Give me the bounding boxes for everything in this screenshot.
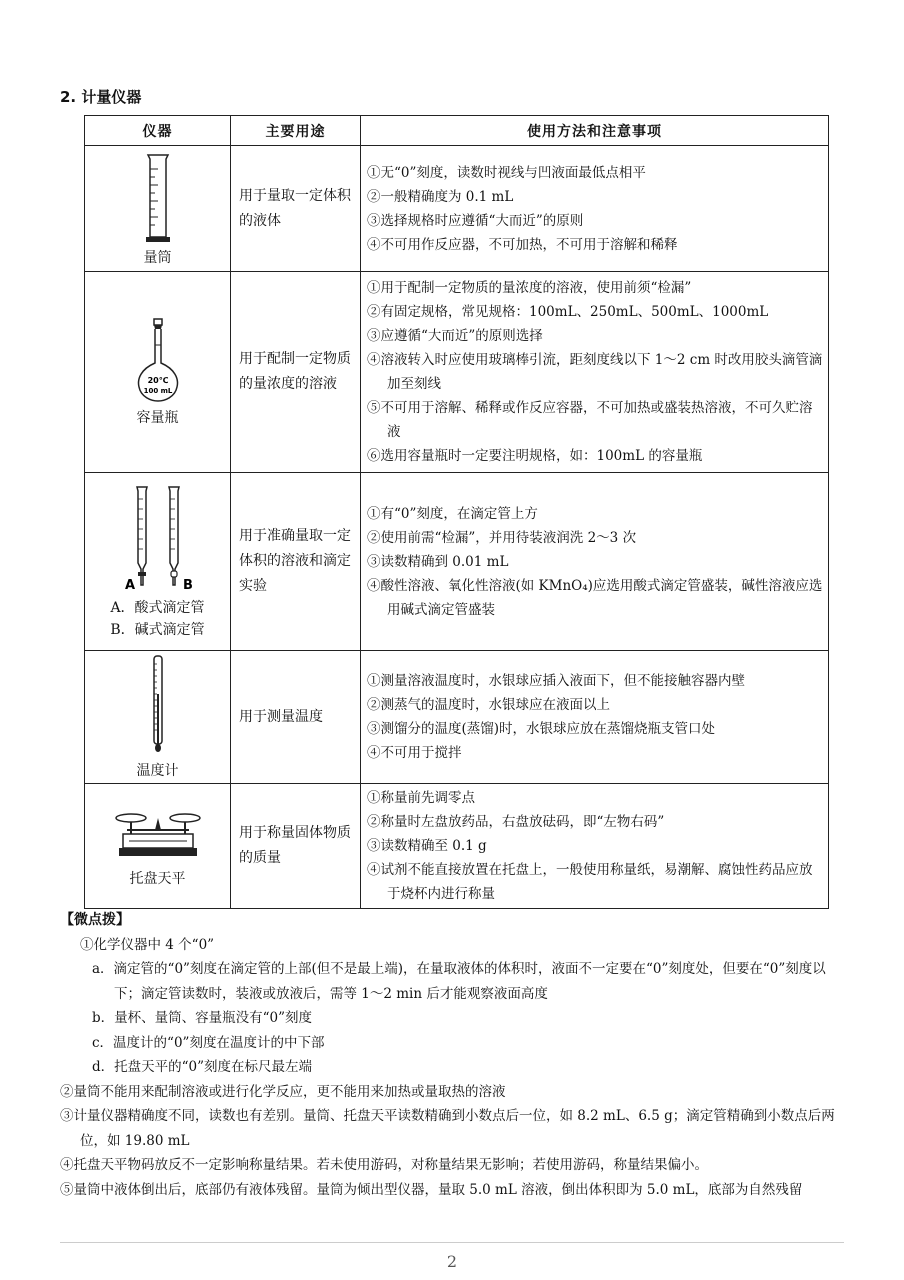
instrument-name-b: B．碱式滴定管: [110, 621, 205, 638]
volumetric-flask-icon: [133, 317, 183, 403]
notes-cell: [361, 784, 829, 909]
tips-item-1b: b．量杯、量筒、容量瓶没有“0”刻度: [92, 1010, 313, 1026]
instrument-cell: [85, 146, 231, 272]
thermometer-icon: [148, 654, 168, 754]
note-item: ②有固定规格，常见规格：100mL、250mL、500mL、1000mL: [367, 304, 769, 320]
tips-item-5: ⑤量筒中液体倒出后，底部仍有液体残留。量筒为倾出型仪器，量取 5.0 mL 溶液，倒出体积即为 5.0 mL，底部为自然残留: [60, 1181, 803, 1198]
notes-cell: [361, 651, 829, 784]
note-item: ⑥选用容量瓶时一定要注明规格，如：100mL 的容量瓶: [367, 448, 703, 464]
use-cell: 用于配制一定物质的量浓度的溶液: [231, 272, 361, 473]
header-notes: 使用方法和注意事项: [361, 116, 829, 146]
notes-cell: [361, 473, 829, 651]
header-use: 主要用途: [231, 116, 361, 146]
table-row-balance: [85, 784, 829, 909]
tips-item-1: ①化学仪器中 4 个“0”: [80, 936, 215, 953]
note-item: ④试剂不能直接放置在托盘上，一般使用称量纸，易潮解、腐蚀性药品应放于烧杯内进行称量: [367, 862, 813, 902]
instrument-name: 托盘天平: [129, 871, 186, 887]
note-item: ③测馏分的温度(蒸馏)时，水银球应放在蒸馏烧瓶支管口处: [367, 721, 716, 737]
instrument-cell: [85, 473, 231, 651]
instrument-name: 容量瓶: [136, 410, 179, 426]
note-item: ①无“0”刻度，读数时视线与凹液面最低点相平: [367, 164, 646, 181]
tips-section: [60, 908, 840, 1202]
instrument-cell: [85, 272, 231, 473]
note-item: ②称量时左盘放药品，右盘放砝码，即“左物右码”: [367, 814, 665, 830]
note-item: ②一般精确度为 0.1 mL: [367, 188, 514, 205]
table-row-volumetric-flask: [85, 272, 829, 473]
table-row-graduated-cylinder: [85, 146, 829, 272]
notes-cell: [361, 272, 829, 473]
note-item: ①有“0”刻度，在滴定管上方: [367, 505, 538, 522]
table-row-thermometer: [85, 651, 829, 784]
note-item: ⑤不可用于溶解、稀释或作反应容器，不可加热或盛装热溶液，不可久贮溶液: [367, 400, 813, 440]
page-number: 2: [446, 1252, 458, 1271]
instrument-table: [84, 115, 829, 909]
note-item: ④不可用作反应器，不可加热，不可用于溶解和稀释: [367, 236, 678, 253]
burette-a-mark: A: [124, 577, 135, 593]
note-item: ④酸性溶液、氧化性溶液(如 KMnO₄)应选用酸式滴定管盛装，碱性溶液应选用碱式滴定管盛装: [367, 577, 823, 618]
note-item: ④溶液转入时应使用玻璃棒引流，距刻度线以下 1～2 cm 时改用胶头滴管滴加至刻线: [367, 352, 823, 392]
instrument-name-a: A．酸式滴定管: [110, 599, 205, 616]
note-item: ③读数精确到 0.01 mL: [367, 553, 509, 570]
tips-item-1c: c．温度计的“0”刻度在温度计的中下部: [92, 1034, 325, 1051]
table-header-row: [85, 116, 829, 146]
note-item: ①称量前先调零点: [367, 790, 475, 806]
tips-item-2: ②量筒不能用来配制溶液或进行化学反应，更不能用来加热或量取热的溶液: [60, 1083, 506, 1100]
tips-title: 【微点拨】: [60, 912, 130, 928]
tips-item-4: ④托盘天平物码放反不一定影响称量结果。若未使用游码，对称量结果无影响；若使用游码，称量结果偏小。: [60, 1157, 708, 1173]
header-instrument: 仪器: [85, 116, 231, 146]
tips-item-1d: d．托盘天平的“0”刻度在标尺最左端: [92, 1059, 313, 1075]
use-cell: 用于称量固体物质的质量: [231, 784, 361, 909]
note-item: ④不可用于搅拌: [367, 745, 462, 761]
instrument-name: 温度计: [136, 763, 179, 779]
note-item: ②测蒸气的温度时，水银球应在液面以上: [367, 697, 610, 713]
tips-item-1a: a．滴定管的“0”刻度在滴定管的上部(但不是最上端)，在量取液体的体积时，液面不一定要在“0”刻度处，但要在“0”刻度以下；滴定管读数时，装液或放液后，需等 1～2 min 后才能观察液面高度: [92, 961, 826, 1002]
note-item: ③应遵循“大而近”的原则选择: [367, 328, 543, 344]
note-item: ③选择规格时应遵循“大而近”的原则: [367, 212, 584, 229]
graduated-cylinder-icon: [138, 151, 178, 247]
tips-item-3: ③计量仪器精确度不同，读数也有差别。量筒、托盘天平读数精确到小数点后一位，如 8.2 mL、6.5 g；滴定管精确到小数点后两位，如 19.80 mL: [60, 1108, 835, 1149]
balance-icon: [113, 804, 203, 862]
table-row-burette: [85, 473, 829, 651]
use-cell: 用于量取一定体积的液体: [231, 146, 361, 272]
instrument-cell: [85, 784, 231, 909]
note-item: ②使用前需“检漏”，并用待装液润洗 2～3 次: [367, 529, 637, 546]
use-cell: 用于测量温度: [231, 651, 361, 784]
note-item: ①用于配制一定物质的量浓度的溶液，使用前须“检漏”: [367, 280, 692, 296]
note-item: ③读数精确至 0.1 g: [367, 838, 487, 854]
instrument-cell: [85, 651, 231, 784]
notes-cell: [361, 146, 829, 272]
flask-label-volume: 100 mL: [143, 387, 172, 395]
section-title: 2. 计量仪器: [60, 88, 142, 106]
burette-b-mark: B: [182, 577, 193, 593]
instrument-name: 量筒: [143, 249, 172, 266]
note-item: ①测量溶液温度时，水银球应插入液面下，但不能接触容器内壁: [367, 673, 745, 689]
burette-icon: [113, 485, 203, 597]
flask-label-temp: 20℃: [147, 376, 168, 385]
footer-divider: [60, 1242, 844, 1243]
use-cell: 用于准确量取一定体积的溶液和滴定实验: [231, 473, 361, 651]
